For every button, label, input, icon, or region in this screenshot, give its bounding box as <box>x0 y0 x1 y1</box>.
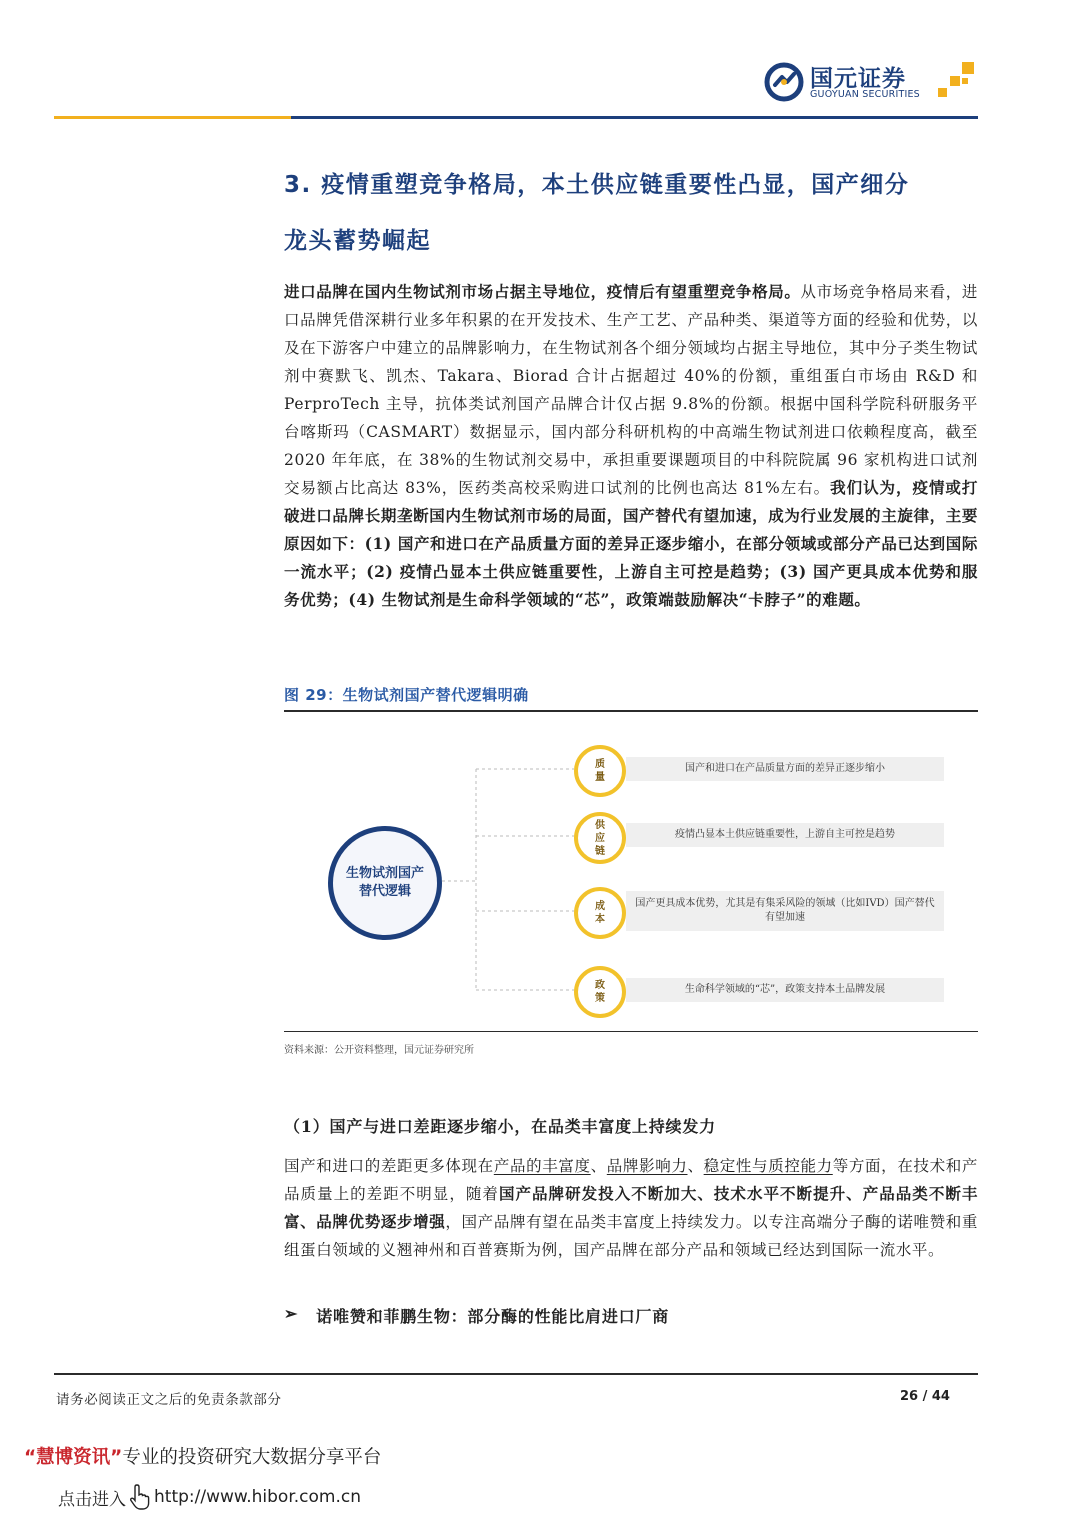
figure-bottom-rule <box>284 1031 978 1032</box>
intro-paragraph <box>284 278 978 614</box>
node-quality-label: 质量 <box>595 759 605 783</box>
node-supply-chain-text: 疫情凸显本土供应链重要性，上游自主可控是趋势 <box>626 823 944 847</box>
watermark-enter-line[interactable] <box>58 1483 361 1511</box>
watermark-brand: “慧博资讯” <box>24 1447 123 1468</box>
sub-text-mid: 等方面，在技术和产品质量上的差距不明显，随着 <box>284 1157 978 1203</box>
sub-underline-brand: 品牌影响力 <box>606 1157 688 1175</box>
intro-conclusion: 我们认为，疫情或打破进口品牌长期垄断国内生物试剂市场的局面，国产替代有望加速，成为行业发展的主旋律，主要原因如下：(1) 国产和进口在产品质量方面的差异正逐步缩小，在部分领域或部分产品已达到国际一流水平；(2) 疫情凸显本土供应链重要性，上游自主可控是趋势；(3) 国产更具成本优势和服务优势；(4) 生物试剂是生命科学领域的“芯”，政策端鼓励解决“卡脖子”的难题。 <box>284 478 979 609</box>
logo-squares-icon <box>936 62 976 102</box>
logo-english-name: GUOYUAN SECURITIES <box>810 89 920 100</box>
sub-sep-1: 、 <box>590 1157 607 1175</box>
page-number: 26 / 44 <box>900 1389 950 1404</box>
logo-chinese-name: 国元证券 <box>810 66 906 92</box>
node-cost-circle <box>574 887 626 939</box>
bullet-item <box>284 1304 669 1327</box>
watermark-enter: 点击进入 <box>58 1489 126 1510</box>
sub-text-start: 国产和进口的差距更多体现在 <box>284 1157 494 1175</box>
bullet-text: 诺唯赞和菲鹏生物：部分酶的性能比肩进口厂商 <box>316 1307 670 1326</box>
section-title-line2: 龙头蓄势崛起 <box>284 228 431 254</box>
subsection-title: （1）国产与进口差距逐步缩小，在品类丰富度上持续发力 <box>284 1117 716 1136</box>
node-supply-chain-circle <box>574 812 626 864</box>
node-supply-chain-label: 供应链 <box>595 819 605 857</box>
intro-lead: 进口品牌在国内生物试剂市场占据主导地位，疫情后有望重塑竞争格局。 <box>284 282 801 301</box>
center-circle <box>328 826 442 940</box>
intro-body: 从市场竞争格局来看，进口品牌凭借深耕行业多年积累的在开发技术、生产工艺、产品种类、渠道等方面的经验和优势，以及在下游客户中建立的品牌影响力，在生物试剂各个细分领域均占据主导地位，其中分子类生物试剂中赛默飞、凯杰、Takara、Biorad 合计占据超过 40%的份额，重组蛋白市场由 R&D 和 PerproTech 主导，抗体类试剂国产品牌合计仅占据 9.8%的份额。根据中国科学院科研服务平台喀斯玛（CASMART）数据显示，国内部分科研机构的中高端生物试剂进口依赖程度高，截至 2020 年年底，在 38%的生物试剂交易中，承担重要课题项目的中科院院属 96 家机构进口试剂交易额占比高达 83%，医药类高校采购进口试剂的比例也高达 81%左右。 <box>284 283 979 497</box>
subsection-paragraph <box>284 1152 978 1264</box>
sub-sep-2: 、 <box>687 1157 704 1175</box>
figure-title: 图 29：生物试剂国产替代逻辑明确 <box>284 686 529 704</box>
figure-top-rule <box>284 710 978 712</box>
sub-underline-quality: 稳定性与质控能力 <box>703 1157 833 1175</box>
node-policy-label: 政策 <box>595 980 605 1004</box>
node-policy-text: 生命科学领域的“芯”，政策支持本土品牌发展 <box>626 978 944 1002</box>
company-logo <box>764 58 979 108</box>
center-label: 生物试剂国产替代逻辑 <box>345 866 424 899</box>
node-cost-label: 成本 <box>595 901 605 925</box>
watermark-tagline: 专业的投资研究大数据分享平台 <box>122 1447 382 1468</box>
pointing-hand-icon <box>128 1483 152 1511</box>
sub-text-bold: 国产品牌研发投入不断加大、技术水平不断提升、产品品类不断丰富、品牌优势逐步增强 <box>284 1184 978 1231</box>
substitution-logic-diagram <box>284 716 978 1026</box>
section-title-line1: 3. 疫情重塑竞争格局，本土供应链重要性凸显，国产细分 <box>284 172 910 198</box>
node-quality-circle <box>574 745 626 797</box>
watermark-url[interactable]: http://www.hibor.com.cn <box>154 1487 361 1507</box>
node-cost-text: 国产更具成本优势，尤其是有集采风险的领域（比如IVD）国产替代有望加速 <box>626 891 944 931</box>
node-quality-text: 国产和进口在产品质量方面的差异正逐步缩小 <box>626 757 944 781</box>
guoyuan-logo-icon <box>764 62 804 102</box>
sub-text-end: ，国产品牌有望在品类丰富度上持续发力。以专注高端分子酶的诺唯赞和重组蛋白领域的义翘神州和百普赛斯为例，国产品牌在部分产品和领域已经达到国际一流水平。 <box>284 1213 978 1259</box>
sub-underline-richness: 产品的丰富度 <box>493 1157 591 1175</box>
header-rule-accent <box>54 116 291 119</box>
footer-rule <box>54 1373 978 1375</box>
node-policy-circle <box>574 966 626 1018</box>
watermark-brand-line <box>24 1443 381 1469</box>
bullet-arrow-icon: ➢ <box>284 1304 299 1323</box>
footer-disclaimer: 请务必阅读正文之后的免责条款部分 <box>56 1392 282 1408</box>
figure-source: 资料来源：公开资料整理，国元证券研究所 <box>284 1045 474 1056</box>
